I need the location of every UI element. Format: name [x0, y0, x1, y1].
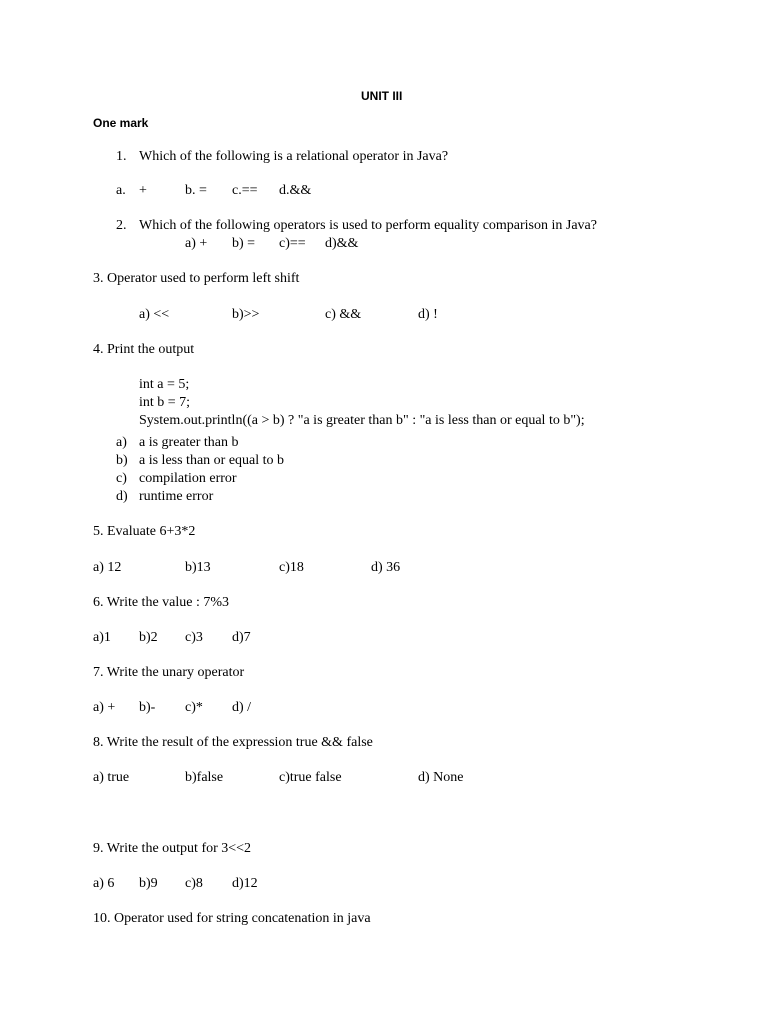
question-8-text: 8. Write the result of the expression true && false [93, 735, 373, 750]
code-line: System.out.println((a > b) ? "a is greater than b" : "a is less than or equal to b"); [139, 413, 585, 428]
question-6-option: d)7 [232, 630, 251, 645]
question-7-option: b)- [139, 700, 156, 715]
question-3-text: 3. Operator used to perform left shift [93, 271, 300, 286]
question-9-option: c)8 [185, 876, 203, 891]
question-9-option: b)9 [139, 876, 158, 891]
question-5-text: 5. Evaluate 6+3*2 [93, 524, 196, 539]
question-9-option: a) 6 [93, 876, 115, 891]
question-10-text: 10. Operator used for string concatenation in java [93, 911, 371, 926]
question-2-option: d)&& [325, 236, 359, 251]
question-5-option: b)13 [185, 560, 211, 575]
question-3-option: b)>> [232, 307, 260, 322]
question-2-option: b) = [232, 236, 256, 251]
section-heading: One mark [93, 116, 149, 130]
question-9-option: d)12 [232, 876, 258, 891]
question-2-option: a) + [185, 236, 208, 251]
question-4-option-label: d) [116, 489, 128, 504]
question-1-option: d.&& [279, 183, 312, 198]
question-3-option: a) << [139, 307, 170, 322]
question-1-option: b. = [185, 183, 207, 198]
question-1-option: a. [116, 183, 126, 198]
code-line: int a = 5; [139, 377, 190, 392]
question-2-text: Which of the following operators is used to perform equality comparison in Java? [139, 218, 597, 233]
question-2-option: c)== [279, 236, 306, 251]
question-7-option: c)* [185, 700, 203, 715]
question-1-text: Which of the following is a relational operator in Java? [139, 149, 449, 164]
question-8-option: c)true false [279, 770, 342, 785]
question-7-text: 7. Write the unary operator [93, 665, 245, 680]
question-6-option: a)1 [93, 630, 111, 645]
question-1-option: c.== [232, 183, 258, 198]
question-5-option: d) 36 [371, 560, 401, 575]
question-6-text: 6. Write the value : 7%3 [93, 595, 230, 610]
question-6-option: c)3 [185, 630, 203, 645]
question-4-option-label: b) [116, 453, 128, 468]
question-3-option: d) ! [418, 307, 438, 322]
question-4-option-label: a) [116, 435, 127, 450]
question-1-option: + [139, 183, 147, 198]
question-8-option: a) true [93, 770, 130, 785]
question-4-option-text: a is greater than b [139, 435, 239, 450]
question-8-option: b)false [185, 770, 224, 785]
question-7-option: d) / [232, 700, 252, 715]
question-4-option-text: runtime error [139, 489, 214, 504]
code-line: int b = 7; [139, 395, 191, 410]
question-9-text: 9. Write the output for 3<<2 [93, 841, 252, 856]
question-5-option: c)18 [279, 560, 304, 575]
question-4-option-text: a is less than or equal to b [139, 453, 285, 468]
question-5-option: a) 12 [93, 560, 122, 575]
question-6-option: b)2 [139, 630, 158, 645]
question-8-option: d) None [418, 770, 464, 785]
question-4-option-label: c) [116, 471, 127, 486]
unit-title: UNIT III [361, 89, 403, 103]
question-4-option-text: compilation error [139, 471, 237, 486]
question-2-number: 2. [116, 218, 127, 233]
question-7-option: a) + [93, 700, 116, 715]
question-4-text: 4. Print the output [93, 342, 195, 357]
question-3-option: c) && [325, 307, 362, 322]
question-1-number: 1. [116, 149, 127, 164]
